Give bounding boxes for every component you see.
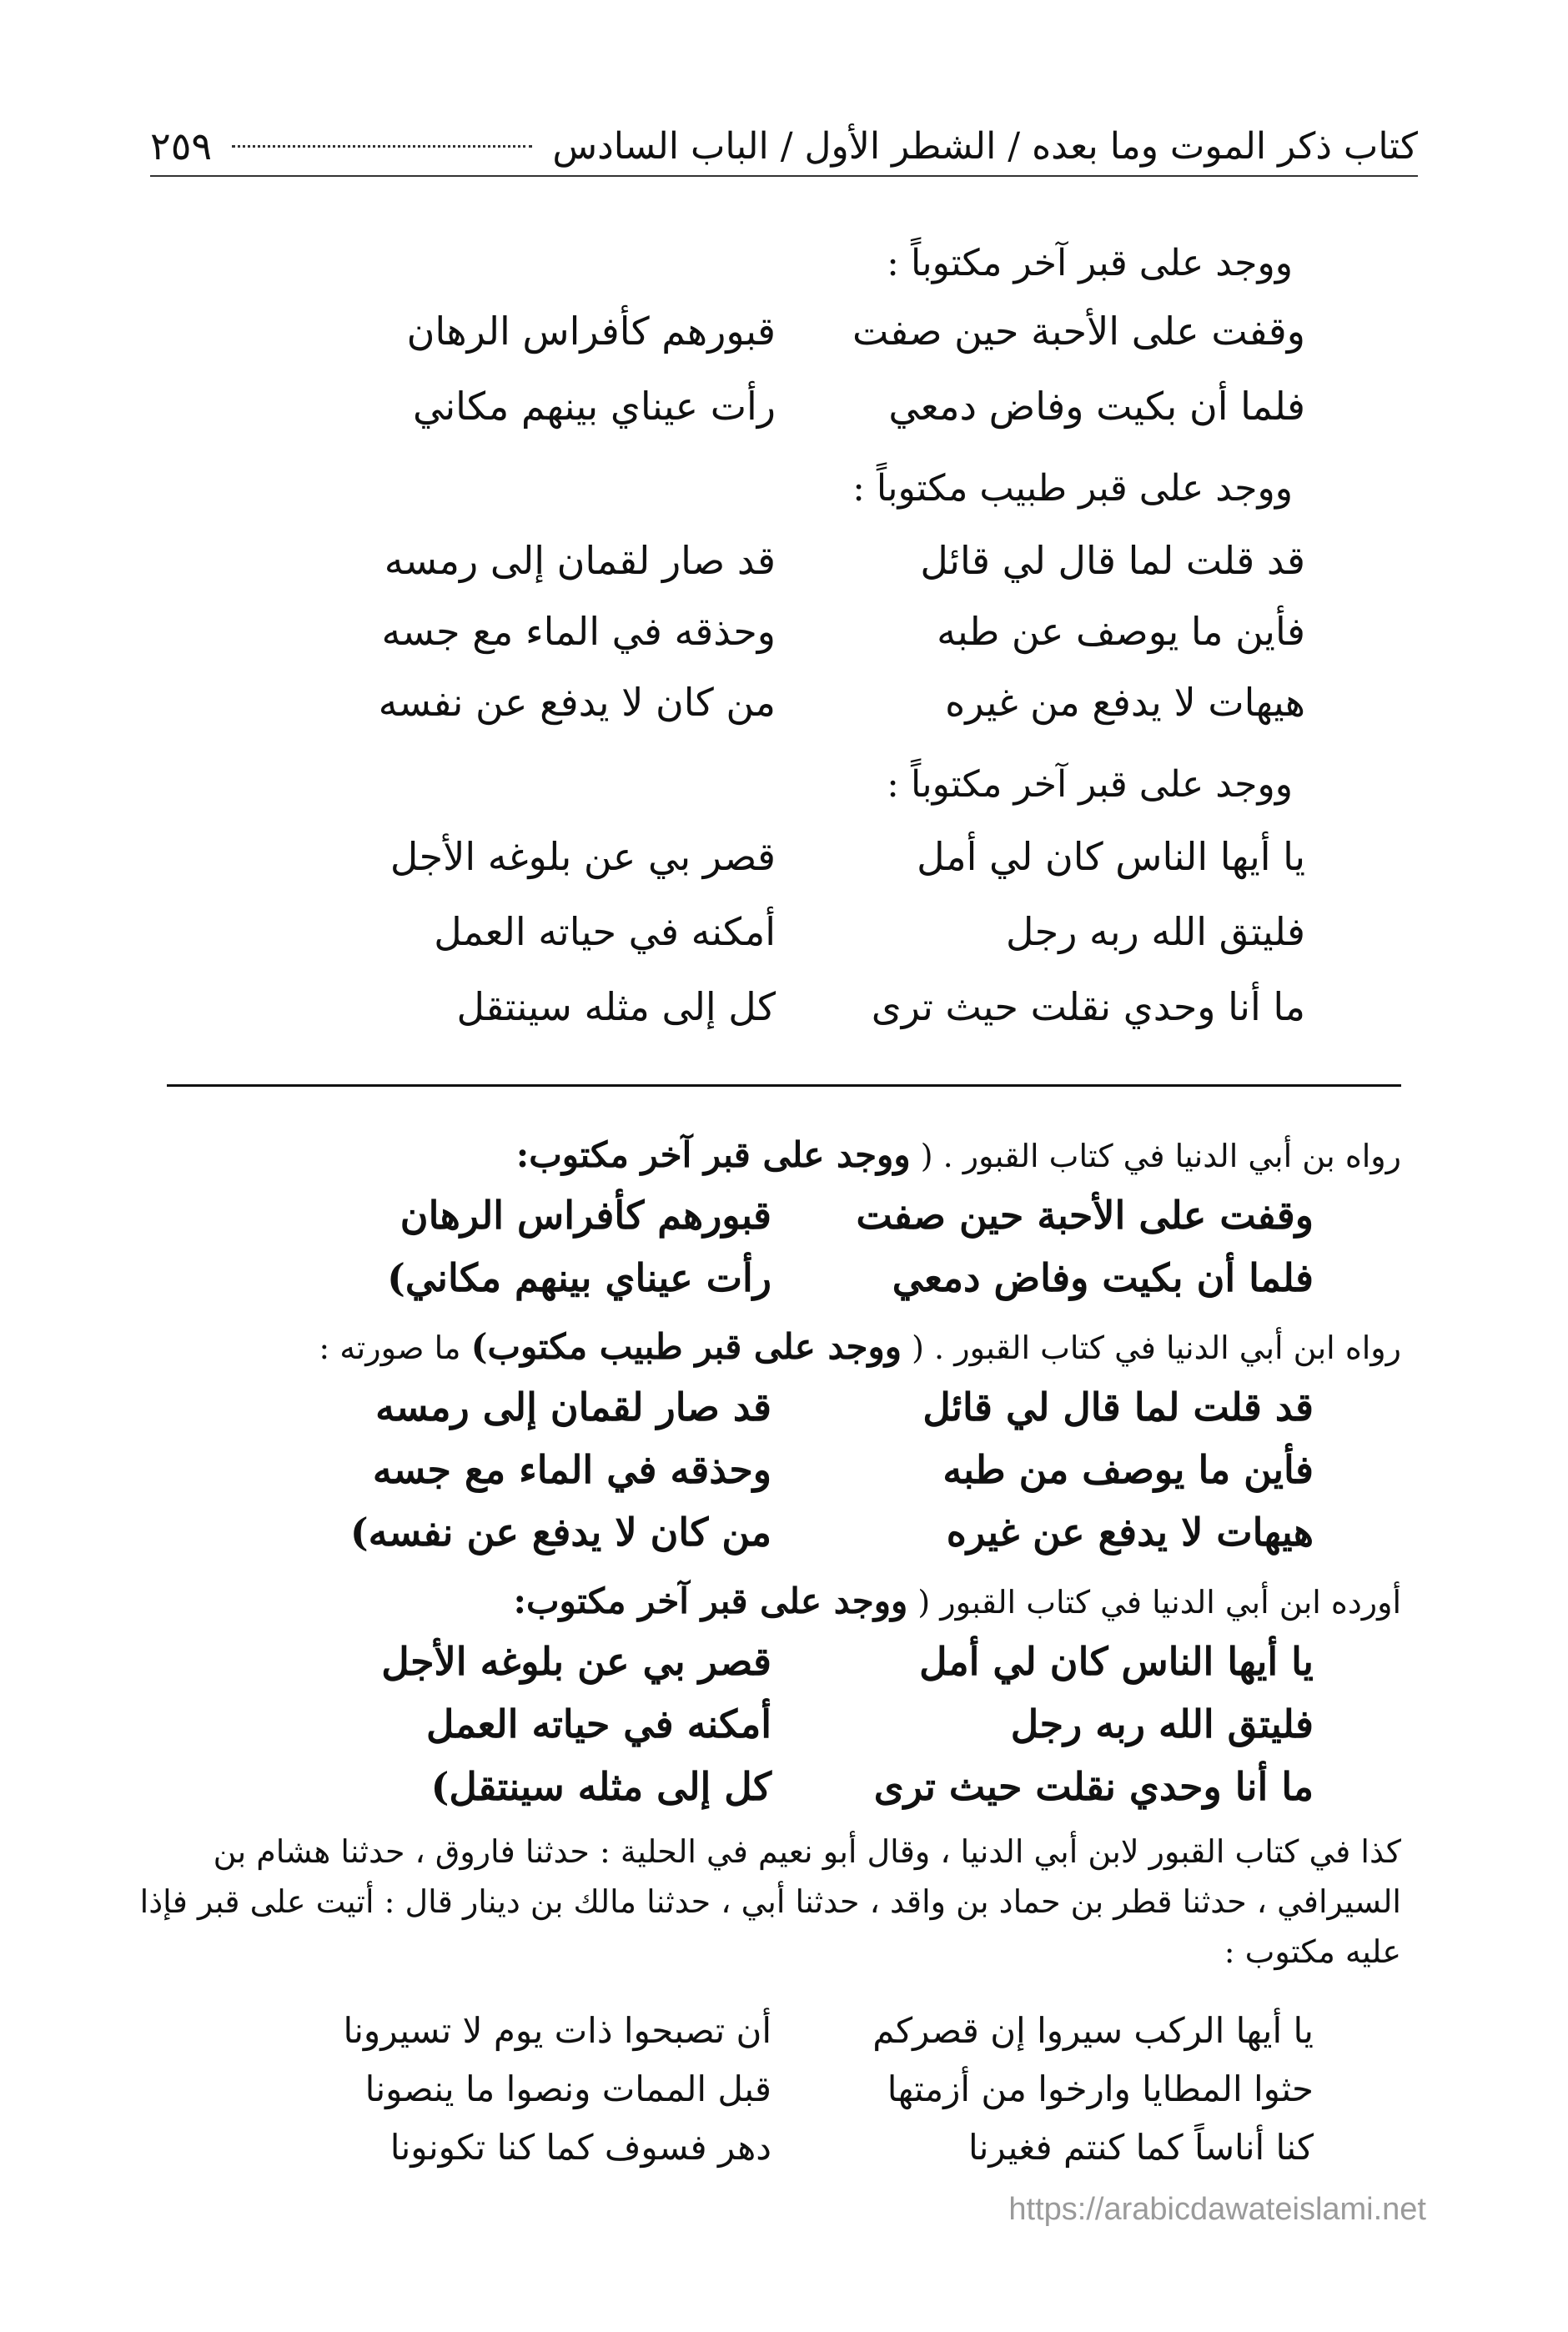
verse-first-hemistich: فلما أن بكيت وفاض دمعي <box>888 384 1305 429</box>
verse-second-hemistich: قبل الممات ونصوا ما ينصونا <box>364 2068 771 2109</box>
section-intro: ووجد على قبر طبيب مكتوباً : <box>852 467 1293 510</box>
verse-line <box>259 384 1305 429</box>
footnote-verse-line <box>254 2068 1314 2109</box>
header-dot-leader <box>232 145 532 148</box>
footnote-tail: ما صورته : <box>319 1329 461 1366</box>
verse-first-hemistich: فلما أن بكيت وفاض دمعي <box>892 1255 1314 1300</box>
footnote-quote: ووجد على قبر آخر مكتوب: <box>515 1134 911 1175</box>
footnote-source: رواه بن أبي الدنيا في كتاب القبور . ( <box>920 1138 1401 1174</box>
verse-first-hemistich: يا أيها الناس كان لي أمل <box>919 1639 1314 1684</box>
footnote-divider <box>167 1084 1401 1087</box>
verse-second-hemistich: كل إلى مثله سينتقل <box>456 984 776 1029</box>
footnote-verse-line <box>254 1255 1314 1300</box>
verse-first-hemistich: وقفت على الأحبة حين صفت <box>852 309 1305 354</box>
verse-first-hemistich: هيهات لا يدفع من غيره <box>945 680 1305 725</box>
footnote-verse-line <box>254 1447 1314 1492</box>
section-intro: ووجد على قبر آخر مكتوباً : <box>887 763 1293 806</box>
verse-first-hemistich: هيهات لا يدفع عن غيره <box>946 1510 1314 1555</box>
footnote-source: أورده ابن أبي الدنيا في كتاب القبور ( <box>917 1584 1401 1621</box>
footnote-verse-line <box>254 1193 1314 1238</box>
verse-first-hemistich: قد قلت لما قال لي قائل <box>920 538 1305 583</box>
verse-line <box>259 909 1305 954</box>
running-title: كتاب ذكر الموت وما بعده / الشطر الأول / الباب السادس <box>552 124 1418 168</box>
footnote-verse-line <box>254 1764 1314 1809</box>
verse-second-hemistich: قصر بي عن بلوغه الأجل <box>381 1639 771 1684</box>
verse-second-hemistich: رأت عيناي بينهم مكاني <box>413 384 776 429</box>
footnote-intro <box>319 1326 1401 1367</box>
footnote-verse-line <box>254 1639 1314 1684</box>
verse-first-hemistich: يا أيها الركب سيروا إن قصركم <box>872 2010 1314 2051</box>
verse-second-hemistich: قد صار لقمان إلى رمسه <box>384 538 776 583</box>
footnote-verse-line <box>254 1701 1314 1746</box>
footnote-verse-line <box>254 2127 1314 2168</box>
verse-line <box>259 984 1305 1029</box>
verse-first-hemistich: ما أنا وحدي نقلت حيث ترى <box>871 984 1305 1029</box>
verse-first-hemistich: فليتق الله ربه رجل <box>1005 909 1305 954</box>
verse-line <box>259 538 1305 583</box>
footnote-verse-line <box>254 1385 1314 1430</box>
verse-first-hemistich: وقفت على الأحبة حين صفت <box>856 1193 1314 1238</box>
verse-first-hemistich: فأين ما يوصف من طبه <box>942 1447 1314 1492</box>
watermark-url: https://arabicdawateislami.net <box>1008 2192 1426 2227</box>
verse-second-hemistich: قبورهم كأفراس الرهان <box>400 1193 771 1238</box>
verse-line <box>259 834 1305 879</box>
verse-second-hemistich: وحذقه في الماء مع جسه <box>372 1447 771 1492</box>
footnote-intro <box>516 1134 1401 1175</box>
verse-first-hemistich: فليتق الله ربه رجل <box>1010 1701 1314 1746</box>
paragraph-line: كذا في كتاب القبور لابن أبي الدنيا ، وقال أبو نعيم في الحلية : حدثنا فاروق ، حدثنا هشام بن <box>213 1833 1401 1870</box>
footnote-paragraph <box>139 1827 1401 1977</box>
verse-second-hemistich: قصر بي عن بلوغه الأجل <box>389 834 776 879</box>
verse-second-hemistich: رأت عيناي بينهم مكاني) <box>387 1255 771 1300</box>
verse-line <box>259 309 1305 354</box>
verse-second-hemistich: قبورهم كأفراس الرهان <box>406 309 776 354</box>
paragraph-line: عليه مكتوب : <box>1224 1933 1401 1970</box>
footnote-quote: ووجد على قبر آخر مكتوب: <box>513 1581 908 1621</box>
verse-first-hemistich: يا أيها الناس كان لي أمل <box>917 834 1305 879</box>
verse-second-hemistich: أمكنه في حياته العمل <box>426 1701 771 1746</box>
footnote-source: رواه ابن أبي الدنيا في كتاب القبور . ( <box>912 1329 1401 1366</box>
verse-second-hemistich: من كان لا يدفع عن نفسه <box>378 680 776 725</box>
page-number: ٢٥٩ <box>150 123 213 168</box>
verse-first-hemistich: كنا أناساً كما كنتم فغيرنا <box>967 2127 1314 2168</box>
verse-second-hemistich: وحذقه في الماء مع جسه <box>381 609 776 654</box>
verse-second-hemistich: أن تصبحوا ذات يوم لا تسيرونا <box>343 2010 771 2051</box>
verse-line <box>259 609 1305 654</box>
verse-second-hemistich: أمكنه في حياته العمل <box>434 909 776 954</box>
verse-first-hemistich: قد قلت لما قال لي قائل <box>922 1385 1314 1430</box>
footnote-intro <box>513 1581 1401 1621</box>
footnote-verse-line <box>254 1510 1314 1555</box>
verse-second-hemistich: من كان لا يدفع عن نفسه) <box>349 1510 771 1555</box>
verse-first-hemistich: فأين ما يوصف عن طبه <box>937 609 1305 654</box>
verse-first-hemistich: حثوا المطايا وارخوا من أزمتها <box>887 2068 1314 2109</box>
page-header <box>150 117 1418 177</box>
verse-line <box>259 680 1305 725</box>
paragraph-line: السيرافي ، حدثنا قطر بن حماد بن واقد ، حدثنا أبي ، حدثنا مالك بن دينار قال : أتيت على قبر فإذا <box>139 1883 1401 1920</box>
section-intro: ووجد على قبر آخر مكتوباً : <box>887 242 1293 284</box>
verse-second-hemistich: كل إلى مثله سينتقل) <box>430 1764 771 1809</box>
footnote-quote: ووجد على قبر طبيب مكتوب) <box>470 1326 902 1367</box>
verse-first-hemistich: ما أنا وحدي نقلت حيث ترى <box>873 1764 1314 1809</box>
footnote-verse-line <box>254 2010 1314 2051</box>
verse-second-hemistich: دهر فسوف كما كنا تكونونا <box>389 2127 771 2168</box>
verse-second-hemistich: قد صار لقمان إلى رمسه <box>375 1385 771 1430</box>
